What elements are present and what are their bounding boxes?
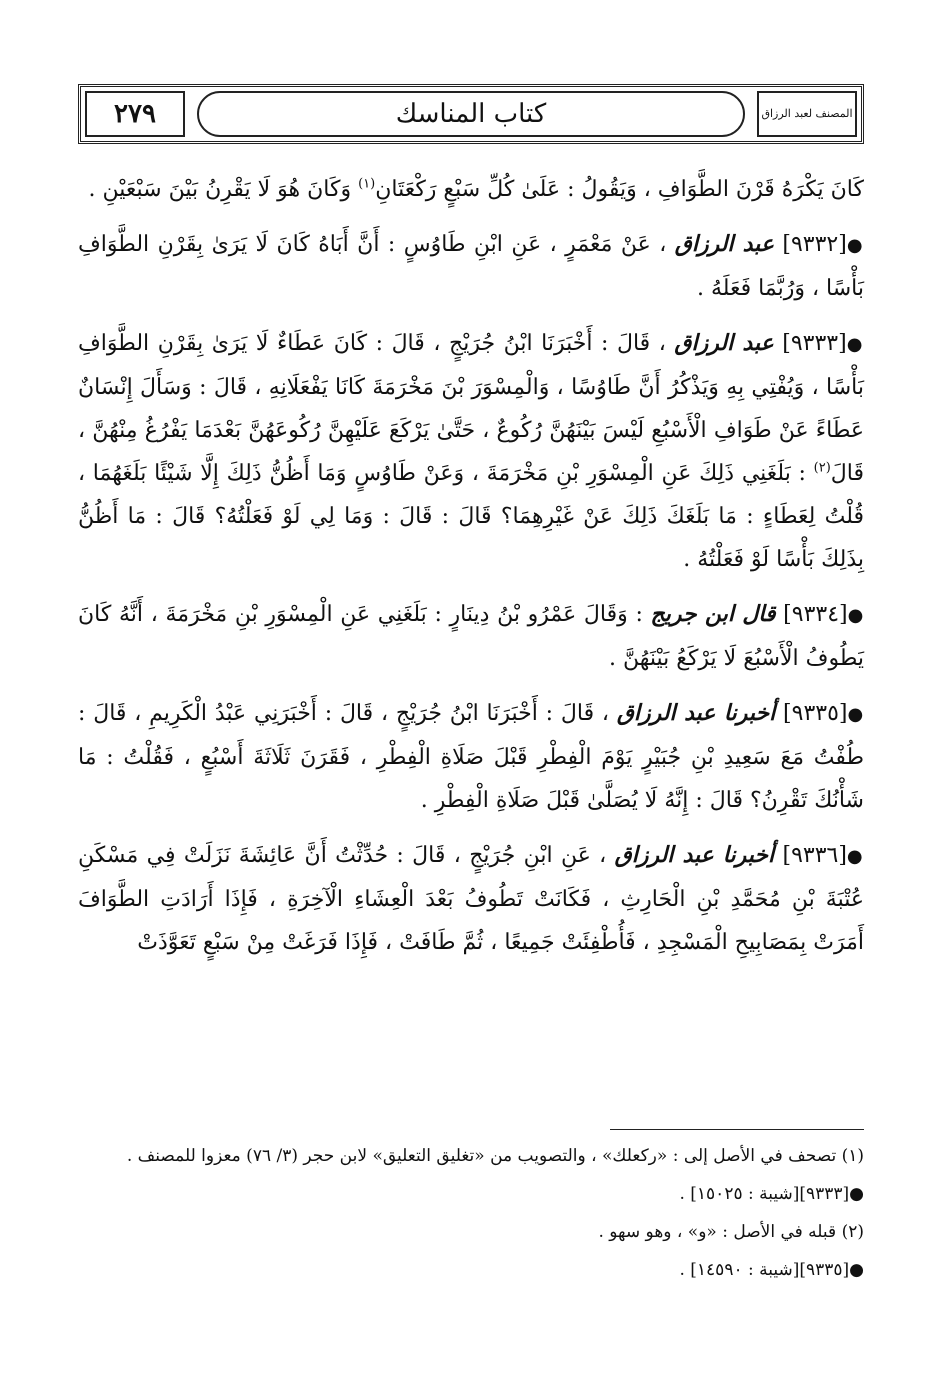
paragraph-text: ، قَالَ : أَخْبَرَنَا ابْنُ جُرَيْجٍ ، قَالَ : كَانَ عَطَاءٌ لَا يَرَىٰ بِقَرْنِ الطَّوَافِ بَأْسًا ، وَيُفْتِي بِهِ وَيَذْكُرُ أَنَّ طَاوُسًا ، وَالْمِسْوَرَ بْنَ مَخْرَمَةَ كَانَا يَفْعَلَانِهِ ، قَالَ : وَسَأَلَ إِنْسَانٌ عَطَاءً عَنْ طَوَافِ الْأَسْبُعِ لَيْسَ بَيْنَهُنَّ رُكُوعٌ ، حَتَّىٰ يَرْكَعَ عَلَيْهِنَّ رُكُوعَهُنَّ بَعْدَمَا يَفْرُغُ مِنْهُنَّ ، قَالَ bbox=[78, 331, 864, 486]
hadith-number: [٩٣٣٢] bbox=[773, 232, 847, 257]
bullet: ● bbox=[847, 704, 865, 725]
paragraph-text-rest: وَكَانَ هُوَ لَا يَقْرِنُ بَيْنَ سَبْعَيْنِ . bbox=[88, 177, 359, 202]
page-header bbox=[78, 84, 864, 144]
paragraph-text: : وَقَالَ عَمْرُو بْنُ دِينَارٍ : بَلَغَنِي عَنِ الْمِسْوَرِ بْنِ مَخْرَمَةَ ، أَنَّهُ كَانَ يَطُوفُ الْأَسْبُعَ لَا يَرْكَعُ بَيْنَهُنَّ . bbox=[78, 602, 864, 671]
narrator-name: قال ابن جريج bbox=[650, 601, 776, 627]
paragraph-text: ، قَالَ : أَخْبَرَنَا ابْنُ جُرَيْجٍ ، قَالَ : أَخْبَرَنِي عَبْدُ الْكَرِيمِ ، قَالَ : طُفْتُ مَعَ سَعِيدِ بْنِ جُبَيْرٍ يَوْمَ الْفِطْرِ قَبْلَ صَلَاةِ الْفِطْرِ ، فَقَرَنَ ثَلَاثَةَ أَسْبُعٍ ، فَقُلْتُ : مَا شَأْنُكَ تَقْرِنُ؟ قَالَ : إِنَّهُ لَا يُصَلَّىٰ قَبْلَ صَلَاةِ الْفِطْرِ . bbox=[78, 701, 864, 813]
narrator-name: عبد الرزاق bbox=[674, 231, 774, 257]
paragraph-text: ، عَنْ مَعْمَرٍ ، عَنِ ابْنِ طَاوُسٍ : أَنَّ أَبَاهُ كَانَ لَا يَرَىٰ بِقَرْنِ الطَّوَافِ بَأْسًا ، وَرُبَّمَا فَعَلَهُ . bbox=[78, 232, 864, 301]
hadith-entry bbox=[78, 692, 864, 822]
source-reference: ●[٩٣٣٥][شيبة : ١٤٥٩٠] . bbox=[679, 1260, 864, 1280]
paragraph-text-rest: : بَلَغَنِي ذَلِكَ عَنِ الْمِسْوَرِ بْنِ مَخْرَمَةَ ، وَعَنْ طَاوُسٍ وَمَا أَظُنُّ ذَلِكَ إِلَّا شَيْئًا بَلَغَهُمَا ، قُلْتُ لِعَطَاءٍ : مَا بَلَغَكَ ذَلِكَ عَنْ غَيْرِهِمَا؟ قَالَ : قَالَ : وَمَا لِي لَوْ فَعَلْتُهُ؟ قَالَ : مَا أَظُنُّ بِذَلِكَ بَأْسًا لَوْ فَعَلْتُهُ . bbox=[78, 461, 864, 572]
bullet: ● bbox=[846, 846, 864, 867]
hadith-number: [٩٣٣٣] bbox=[773, 331, 847, 356]
page-number: ٢٧٩ bbox=[114, 99, 156, 129]
hadith-number: [٩٣٣٤] bbox=[775, 602, 848, 627]
footnote-marker: (١) bbox=[358, 176, 376, 192]
source-reference: ●[٩٣٣٣][شيبة : ١٥٠٢٥] . bbox=[679, 1184, 864, 1204]
hadith-entry bbox=[78, 593, 864, 680]
book-logo-text: المصنف لعبد الرزاق bbox=[761, 107, 853, 120]
narrator-name: أخبرنا عبد الرزاق bbox=[614, 842, 775, 868]
main-text bbox=[78, 168, 864, 976]
narrator-name: عبد الرزاق bbox=[674, 330, 774, 356]
hadith-entry bbox=[78, 322, 864, 581]
footnote: (٢) قبله في الأصل : «و» ، وهو سهو . bbox=[598, 1222, 864, 1242]
footnote: (١) تصحف في الأصل إلى : «ركعلك» ، والتصويب من «تغليق التعليق» لابن حجر (٣/ ٧٦) معزوا للمصنف . bbox=[126, 1146, 864, 1166]
page-number-box bbox=[85, 91, 185, 137]
bullet: ● bbox=[846, 334, 864, 355]
footnote-marker: (٢) bbox=[813, 460, 831, 476]
bullet: ● bbox=[847, 605, 864, 626]
chapter-title-box bbox=[197, 91, 745, 137]
hadith-entry bbox=[78, 223, 864, 310]
bullet: ● bbox=[846, 235, 865, 256]
footnote-divider bbox=[610, 1129, 864, 1130]
chapter-title: كتاب المناسك bbox=[395, 99, 547, 129]
paragraph-text: ، عَنِ ابْنِ جُرَيْجٍ ، قَالَ : حُدِّثْتُ أَنَّ عَائِشَةَ نَزَلَتْ فِي مَسْكَنِ عُتْبَةَ بْنِ مُحَمَّدِ بْنِ الْحَارِثِ ، فَكَانَتْ تَطُوفُ بَعْدَ الْعِشَاءِ الْآخِرَةِ ، فَإِذَا أَرَادَتِ الطَّوَافَ أَمَرَتْ بِمَصَابِيحِ الْمَسْجِدِ ، فَأُطْفِئَتْ جَمِيعًا ، ثُمَّ طَافَتْ ، فَإِذَا فَرَغَتْ مِنْ سَبْعٍ تَعَوَّذَتْ bbox=[78, 843, 864, 955]
hadith-number: [٩٣٣٥] bbox=[775, 701, 848, 726]
book-logo bbox=[757, 91, 857, 137]
hadith-number: [٩٣٣٦] bbox=[774, 843, 847, 868]
paragraph-text: كَانَ يَكْرَهُ قَرْنَ الطَّوَافِ ، وَيَقُولُ : عَلَىٰ كُلِّ سَبْعٍ رَكْعَتَانِ bbox=[375, 177, 864, 202]
footnotes bbox=[78, 1140, 864, 1292]
narrator-name: أخبرنا عبد الرزاق bbox=[616, 700, 776, 726]
paragraph-continuation bbox=[78, 168, 864, 211]
hadith-entry bbox=[78, 834, 864, 964]
